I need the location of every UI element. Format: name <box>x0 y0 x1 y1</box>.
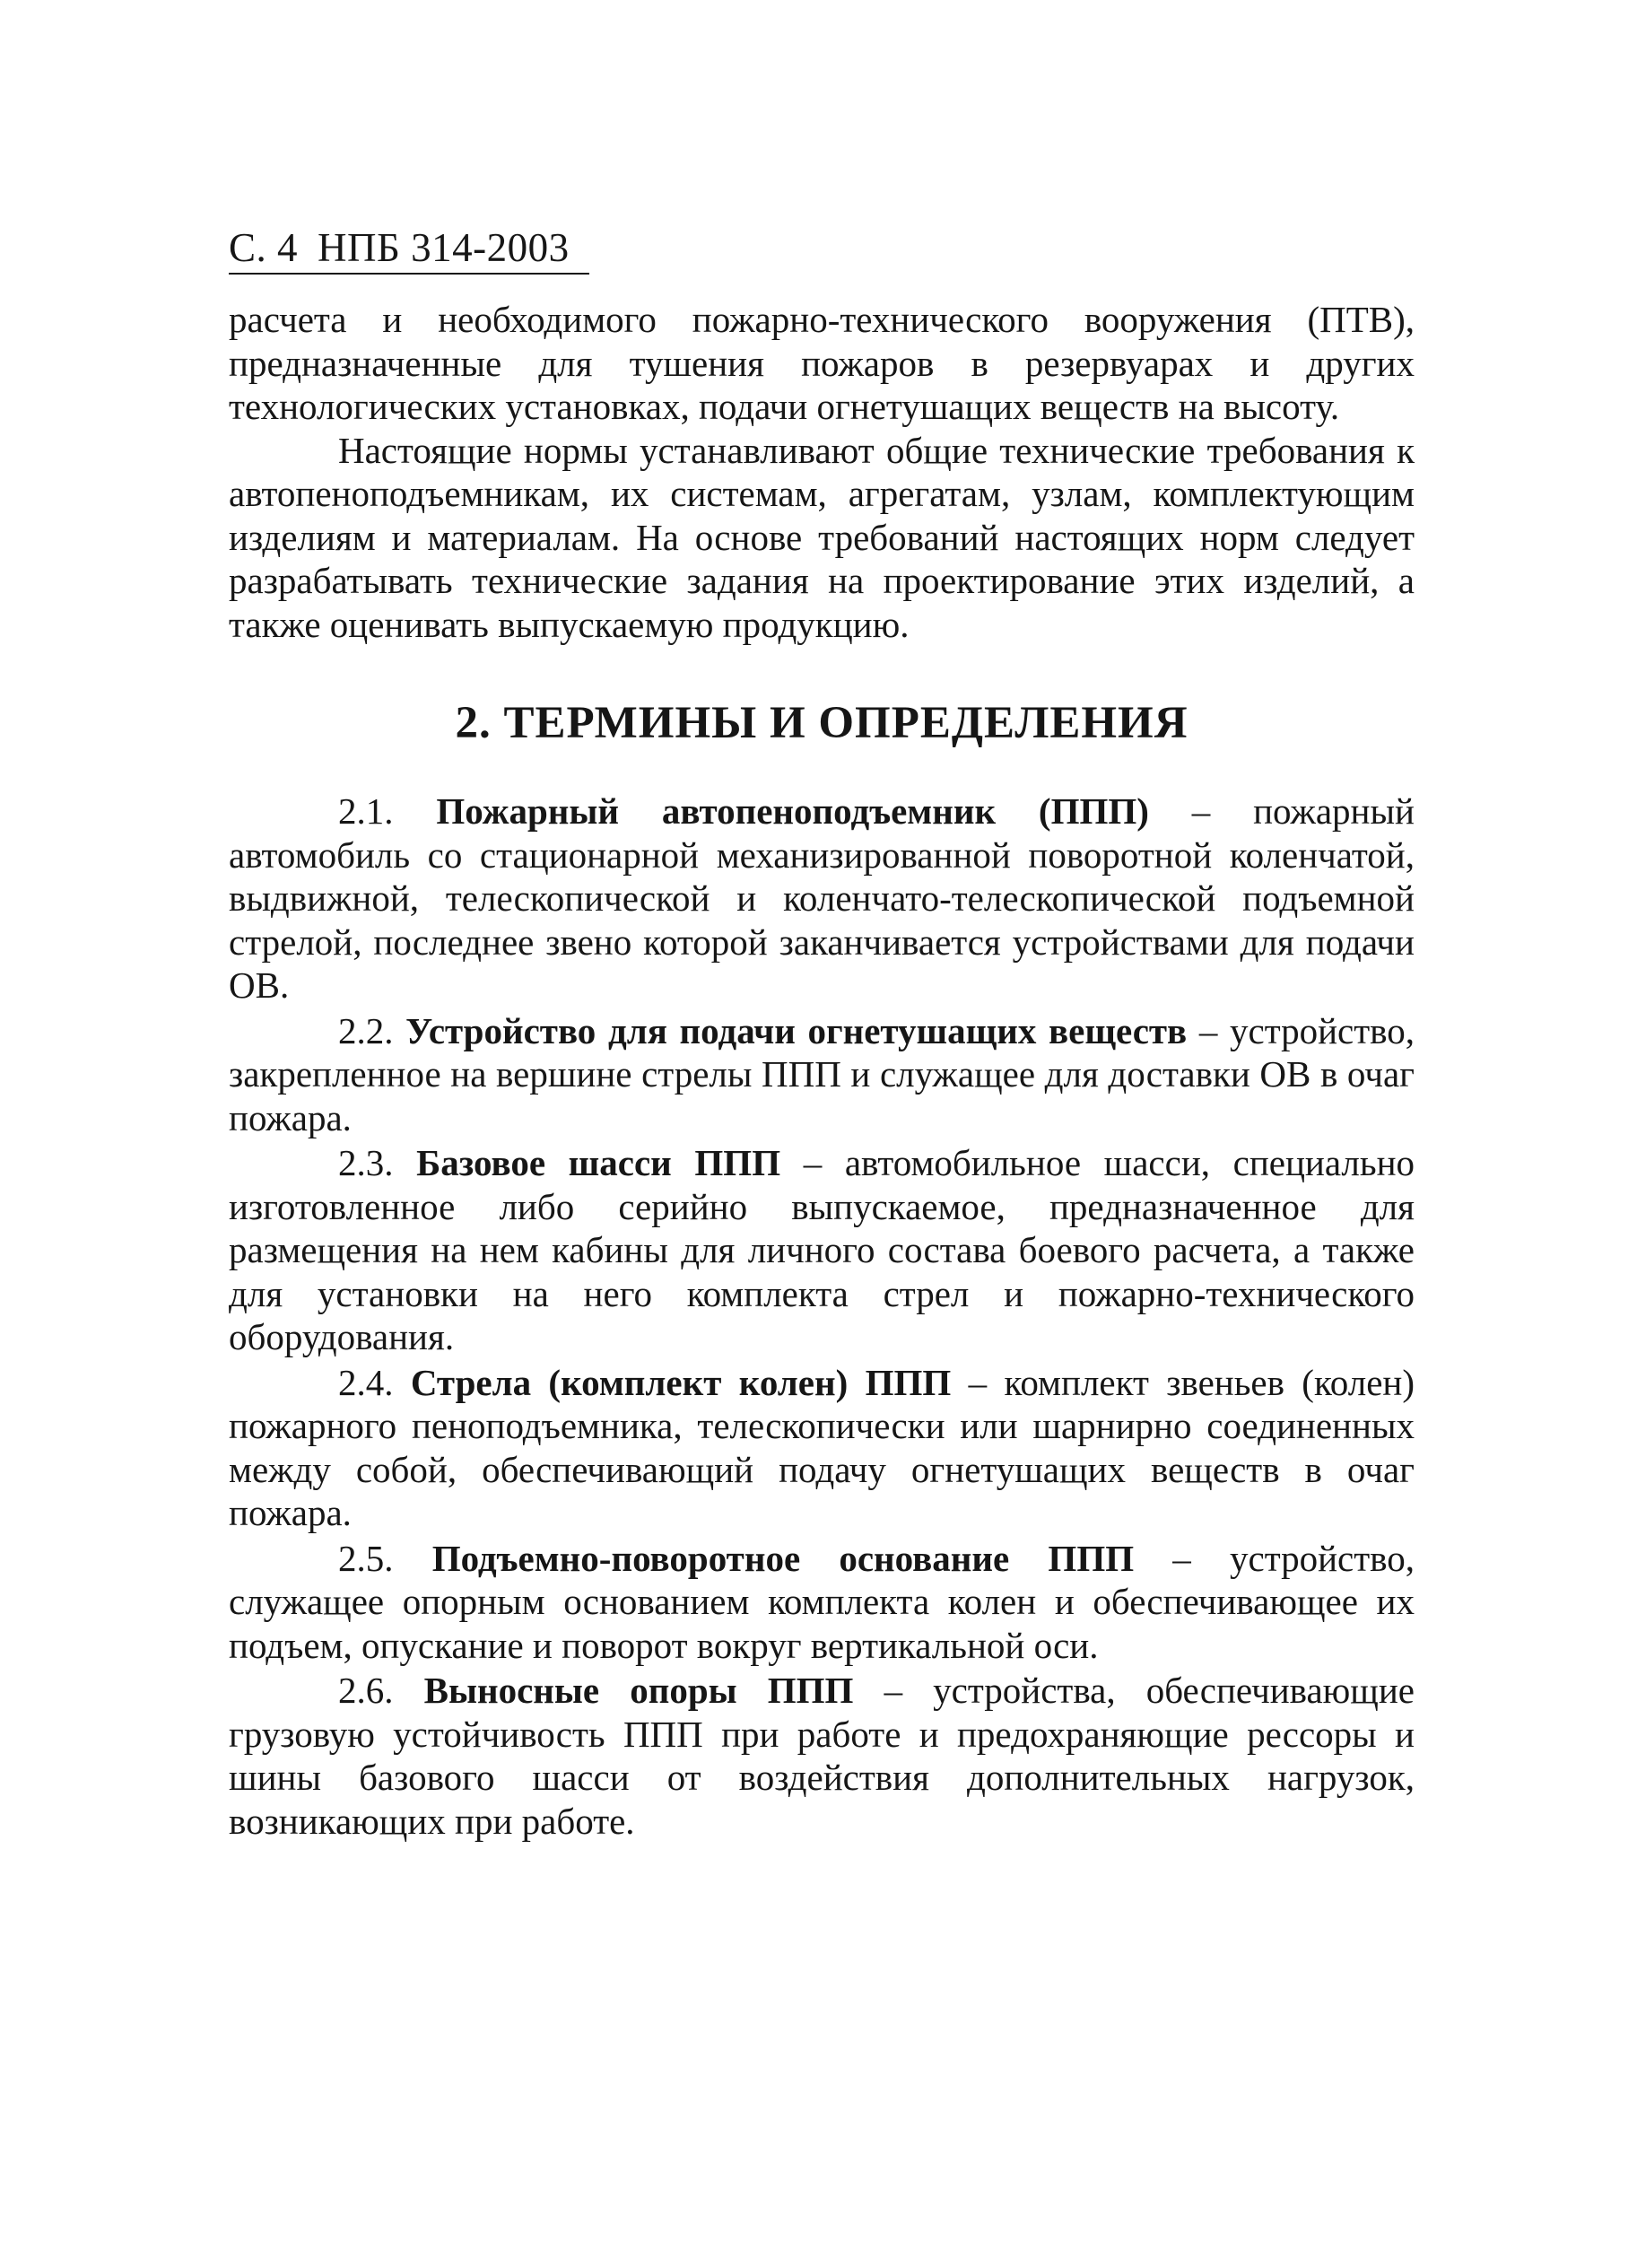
document-code: НПБ 314-2003 <box>318 225 570 270</box>
page-number: С. 4 <box>229 225 299 270</box>
definitions-list <box>229 789 1415 1843</box>
definition-item <box>229 789 1415 1008</box>
definition-number: 2.1. <box>338 790 394 832</box>
definition-text: – автомобильное шасси, специально изготовленное либо серийно выпускаемое, предназначенное для размещения на нем кабины для личного состава боевого расчета, а также для установки на него комплекта стрел и пожарно-технического оборудования. <box>229 1142 1415 1357</box>
definition-item <box>229 1537 1415 1668</box>
definition-number: 2.3. <box>338 1142 394 1183</box>
intro-paragraph-1: расчета и необходимого пожарно-технического вооружения (ПТВ), предназначенные для тушения пожаров в резервуарах и других технологических установках, подачи огнетушащих веществ на высоту. <box>229 299 1415 427</box>
definition-number: 2.4. <box>338 1361 394 1403</box>
definition-item <box>229 1669 1415 1843</box>
definition-text: – устройство, служащее опорным основанием комплекта колен и обеспечивающее их подъем, опускание и поворот вокруг вертикальной оси. <box>229 1537 1415 1666</box>
definition-item <box>229 1009 1415 1140</box>
definition-item <box>229 1141 1415 1359</box>
definition-item <box>229 1361 1415 1535</box>
intro-paragraph-2: Настоящие нормы устанавливают общие технические требования к автопеноподъемникам, их системам, агрегатам, узлам, комплектующим изделиям и материалам. На основе требований настоящих норм следует разрабатывать технические задания на проектирование этих изделий, а также оценивать выпускаемую продукцию. <box>229 429 1415 645</box>
definition-term: Пожарный автопеноподъемник (ППП) <box>436 790 1149 832</box>
document-page <box>229 222 1415 1843</box>
definition-term: Подъемно-поворотное основание ППП <box>431 1537 1135 1579</box>
definition-term: Базовое шасси ППП <box>416 1142 781 1183</box>
definition-term: Выносные опоры ППП <box>423 1670 854 1711</box>
definition-number: 2.2. <box>338 1009 394 1051</box>
definition-term: Стрела (комплект колен) ППП <box>410 1361 952 1403</box>
definition-text: – устройство, закрепленное на вершине стрелы ППП и служащее для доставки ОВ в очаг пожара. <box>229 1009 1415 1138</box>
running-header <box>229 222 589 275</box>
definition-term: Устройство для подачи огнетушащих веществ <box>405 1009 1188 1051</box>
definition-text: – устройства, обеспечивающие грузовую устойчивость ППП при работе и предохраняющие рессоры и шины базового шасси от воздействия дополнительных нагрузок, возникающих при работе. <box>229 1670 1415 1842</box>
definition-number: 2.6. <box>338 1670 394 1711</box>
definition-text: – пожарный автомобиль со стационарной механизированной поворотной коленчатой, выдвижной, телескопической и коленчато-телескопической подъемной стрелой, последнее звено которой заканчивается устройствами для подачи ОВ. <box>229 790 1415 1006</box>
definition-text: – комплект звеньев (колен) пожарного пеноподъемника, телескопически или шарнирно соединенных между собой, обеспечивающий подачу огнетушащих веществ в очаг пожара. <box>229 1361 1415 1533</box>
section-title: 2. ТЕРМИНЫ И ОПРЕДЕЛЕНИЯ <box>455 698 1189 748</box>
definition-number: 2.5. <box>338 1537 394 1579</box>
